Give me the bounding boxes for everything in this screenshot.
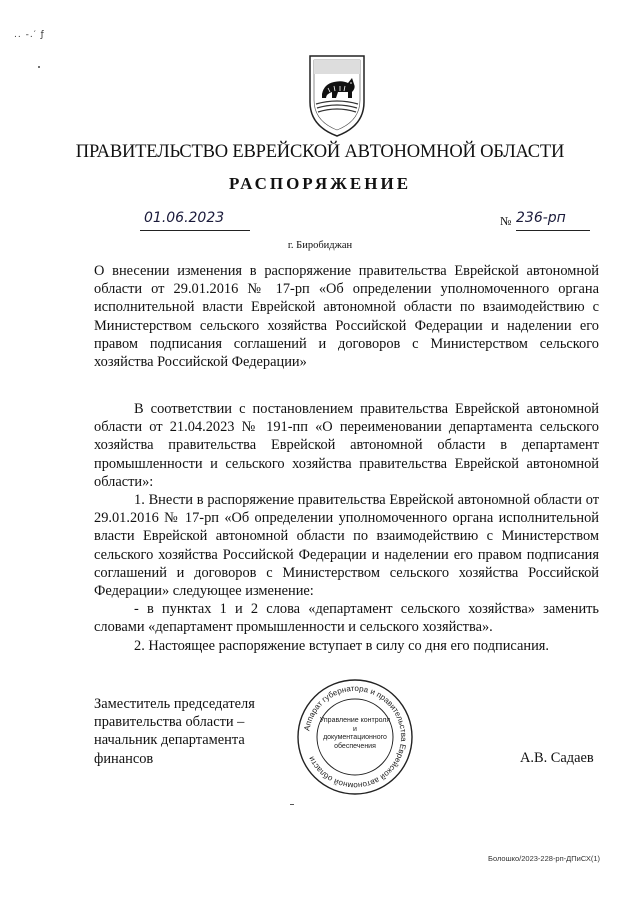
scan-artifact-mark: .. -.′ ƒ <box>14 30 45 40</box>
stamp-ring-text: Аппарат губернатора и правительства Еврейской автономной области <box>302 683 409 791</box>
signer-title-line: Заместитель председателя <box>94 696 255 712</box>
signer-title-line: начальник департамента <box>94 732 245 749</box>
signer-title-line: финансов <box>94 750 154 767</box>
handwritten-date: 01.06.2023 <box>144 210 225 226</box>
signer-title <box>94 695 294 768</box>
document-subject: О внесении изменения в распоряжение правительства Еврейской автономной области от 29.01.2016 № 17-рп «Об определении уполномоченного органа исполнительной власти Еврейской автономной области по взаимодействию с Министерством сельского хозяйства Российской Федерации и наделении его правом подписания соглашений и договоров с Министерством сельского хозяйства Российской Федерации» <box>94 263 599 371</box>
government-name: ПРАВИТЕЛЬСТВО ЕВРЕЙСКОЙ АВТОНОМНОЙ ОБЛАСТИ <box>75 142 565 162</box>
item-2-paragraph: 2. Настоящее распоряжение вступает в силу со дня его подписания. <box>134 637 549 654</box>
official-stamp <box>295 677 415 797</box>
city-line: г. Биробиджан <box>287 240 353 251</box>
item-1-paragraph: 1. Внести в распоряжение правительства Еврейской автономной области от 29.01.2016 № 17-рп «Об определении уполномоченного органа исполнительной власти Еврейской автономной области по взаимодействию с Министерством сельского хозяйства Российской Федерации и наделении его правом подписания соглашений и договоров с Министерством сельского хозяйства Российской Федерации» следующее изменение: <box>94 492 599 600</box>
preamble-paragraph: В соответствии с постановлением правительства Еврейской автономной области от 21.04.2023 № 191-пп «О переименовании департамента сельского хозяйства правительства Еврейской автономной области в департамент промышленности и сельского хозяйства правительства Еврейской автономной области»: <box>94 401 599 490</box>
document-type: РАСПОРЯЖЕНИЕ <box>228 174 412 193</box>
stamp-center-line: обеспечения <box>334 742 376 750</box>
signer-name: А.В. Садаев <box>520 750 594 766</box>
handwritten-number: 236-рп <box>516 210 590 231</box>
date-field <box>140 210 250 231</box>
scan-artifact-dash <box>290 804 294 805</box>
document-body <box>94 400 599 655</box>
scan-artifact-dot <box>38 66 40 68</box>
stamp-center-line: документационного <box>323 734 387 741</box>
footer-document-code: Болошко/2023-228-рп-ДПиСХ(1) <box>488 854 600 863</box>
stamp-center-line: Управление контроля и <box>319 717 391 733</box>
number-sign: № <box>500 214 512 228</box>
signer-title-line: правительства области – <box>94 714 245 731</box>
item-1-subitem-paragraph: - в пунктах 1 и 2 слова «департамент сельского хозяйства» заменить словами «департамент промышленности и сельского хозяйства». <box>94 601 599 636</box>
coat-of-arms-tiger-icon <box>302 50 372 140</box>
stamp-center-text <box>317 717 393 751</box>
number-field <box>500 210 590 230</box>
